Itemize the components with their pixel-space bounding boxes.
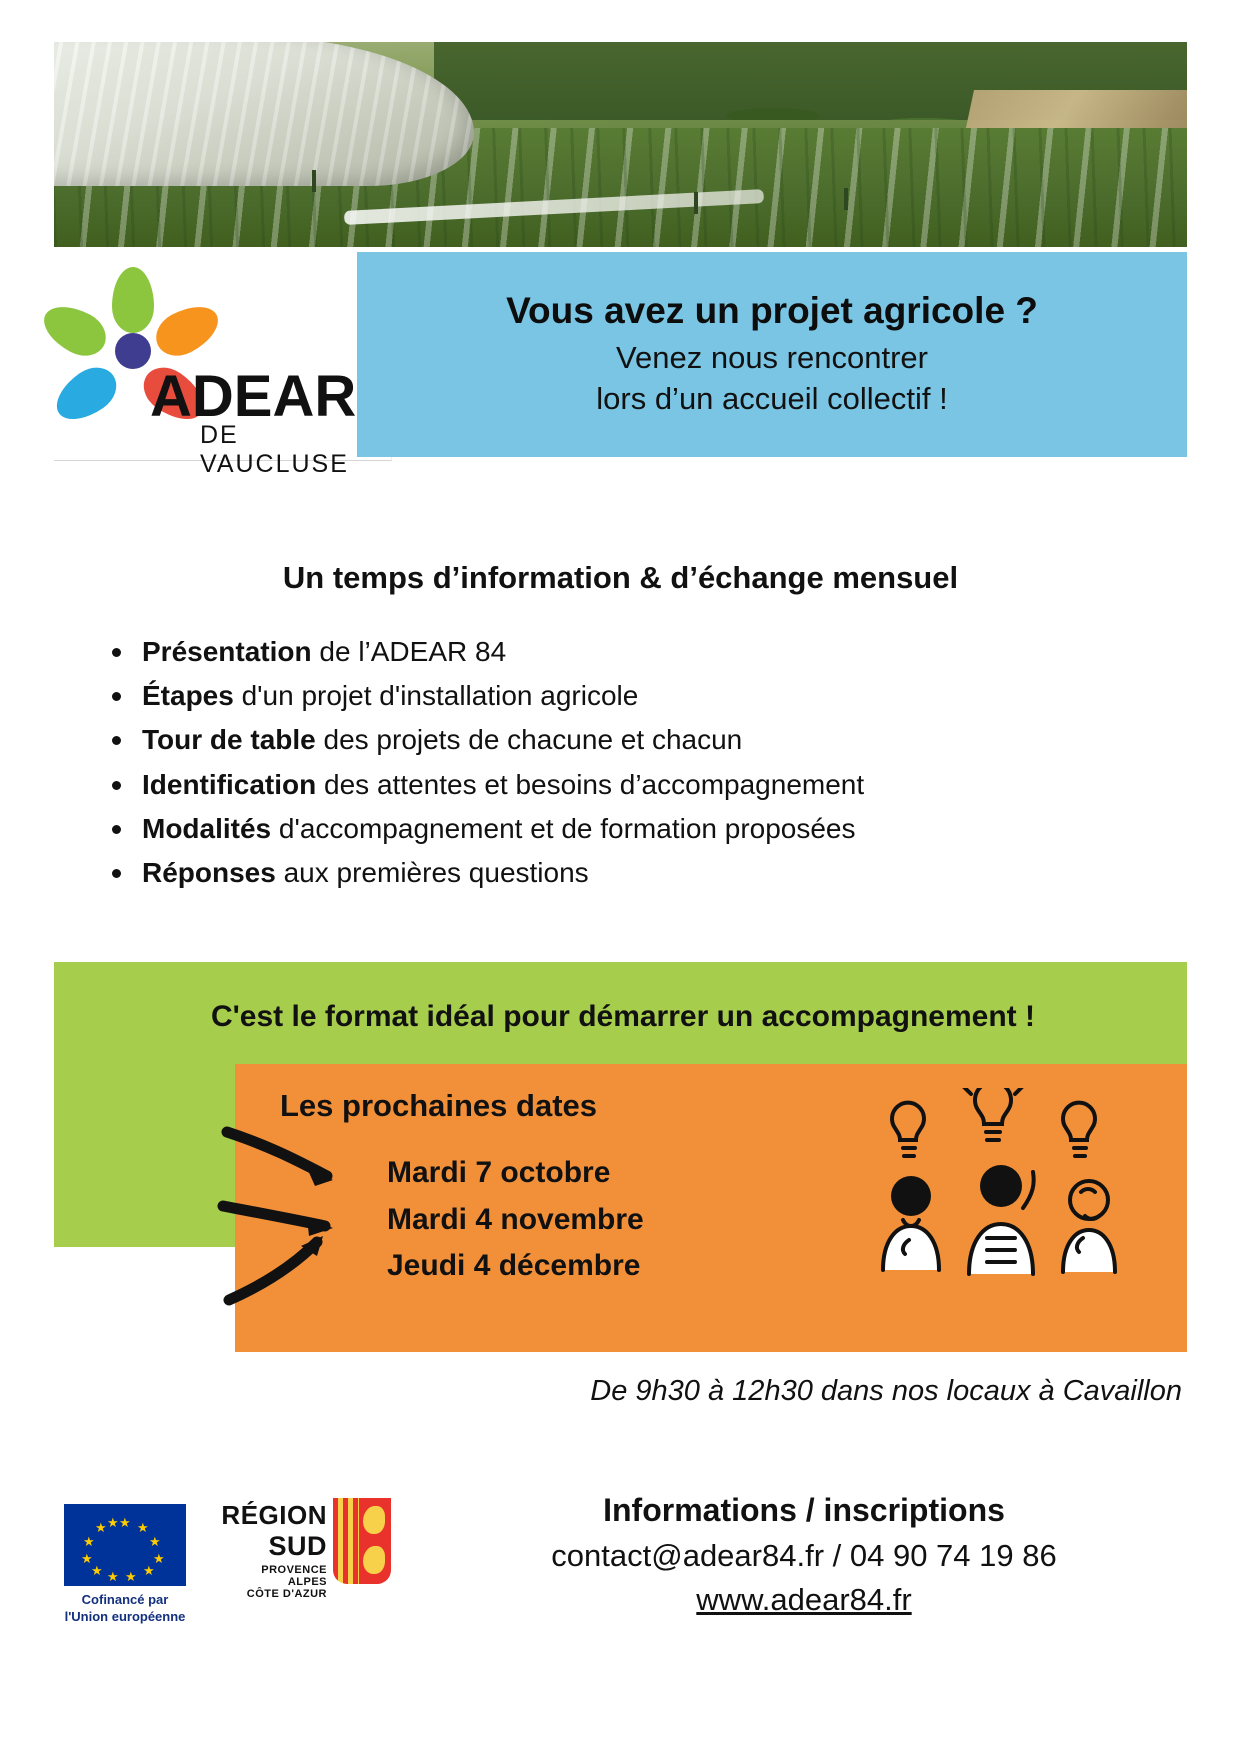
contact-title: Informations / inscriptions — [603, 1492, 1005, 1528]
list-item-lead: Étapes — [142, 680, 234, 712]
list-item — [106, 807, 1166, 851]
hero-field-marker — [694, 192, 698, 214]
date-item: Mardi 7 octobre — [387, 1156, 611, 1189]
region-line-5: CÔTE D'AZUR — [246, 1588, 327, 1600]
hero-field-marker — [312, 170, 316, 192]
list-item-rest: des projets de chacune et chacun — [315, 724, 743, 756]
dates-block — [235, 1064, 1187, 1352]
headline-banner — [357, 252, 1187, 457]
list-item — [106, 674, 1166, 718]
region-sud-logo — [205, 1498, 395, 1600]
eu-funding-caption — [52, 1592, 198, 1626]
logo-wordmark: ADEAR — [150, 364, 357, 429]
region-line-4: ALPES — [287, 1576, 327, 1588]
list-item — [106, 851, 1166, 895]
list-item — [106, 630, 1166, 674]
list-item-rest: aux premières questions — [275, 857, 589, 889]
section-subtitle: Un temps d’information & d’échange mensuel — [282, 560, 959, 595]
arrows-icon — [215, 1124, 395, 1314]
eu-stars: ★ ★ ★ ★ ★ ★ ★ ★ ★ ★ ★ ★ — [81, 1515, 165, 1584]
contact-email-phone: contact@adear84.fr / 04 90 74 19 86 — [551, 1538, 1057, 1573]
green-highlight-text: C'est le format idéal pour démarrer un accompagnement ! — [210, 1000, 1035, 1033]
dates-title: Les prochaines dates — [280, 1088, 598, 1123]
eu-caption-line-1: Cofinancé par — [81, 1592, 169, 1607]
program-list — [76, 630, 1166, 895]
list-item — [106, 718, 1166, 762]
contact-block — [420, 1492, 1188, 1618]
list-item-lead: Présentation — [142, 636, 312, 667]
list-item-rest: d'accompagnement et de formation proposées — [271, 812, 856, 844]
eu-caption-line-2: l'Union européenne — [64, 1608, 186, 1624]
region-logo-text — [205, 1500, 327, 1600]
list-item-lead: Réponses — [142, 857, 276, 889]
shield-emblem-bottom — [363, 1546, 385, 1574]
date-item: Mardi 4 novembre — [387, 1202, 644, 1236]
region-line-1: RÉGION — [221, 1500, 327, 1530]
shield-emblem-top — [363, 1506, 385, 1534]
dates-list — [387, 1150, 644, 1290]
logo-subtitle: DE VAUCLUSE — [200, 421, 349, 478]
region-line-3: PROVENCE — [261, 1564, 327, 1576]
hero-field-marker — [844, 188, 848, 210]
list-item-lead: Modalités — [142, 812, 272, 844]
headline-line-2: lors d’un accueil collectif ! — [596, 380, 948, 416]
website-link[interactable]: www.adear84.fr — [696, 1581, 912, 1617]
headline-title: Vous avez un projet agricole ? — [506, 289, 1038, 331]
people-with-ideas-icon — [853, 1088, 1143, 1328]
list-item-lead: Tour de table — [142, 724, 316, 756]
headline-line-1: Venez nous rencontrer — [616, 339, 928, 375]
list-item — [106, 763, 1166, 807]
shield-stripes — [333, 1498, 359, 1584]
hours-location-line: De 9h30 à 12h30 dans nos locaux à Cavaillon — [590, 1375, 1182, 1407]
adear-logo — [54, 255, 392, 478]
flower-center — [115, 333, 151, 369]
list-item-rest: de l’ADEAR 84 — [311, 636, 507, 667]
list-item-rest: des attentes et besoins d’accompagnement — [316, 768, 865, 800]
region-line-2: SUD — [268, 1531, 327, 1561]
list-item-lead: Identification — [142, 768, 317, 800]
region-shield-icon — [333, 1498, 391, 1584]
date-item: Jeudi 4 décembre — [387, 1249, 641, 1282]
hero-photo — [54, 42, 1187, 247]
european-union-flag-icon — [64, 1504, 186, 1586]
list-item-rest: d'un projet d'installation agricole — [233, 680, 639, 712]
